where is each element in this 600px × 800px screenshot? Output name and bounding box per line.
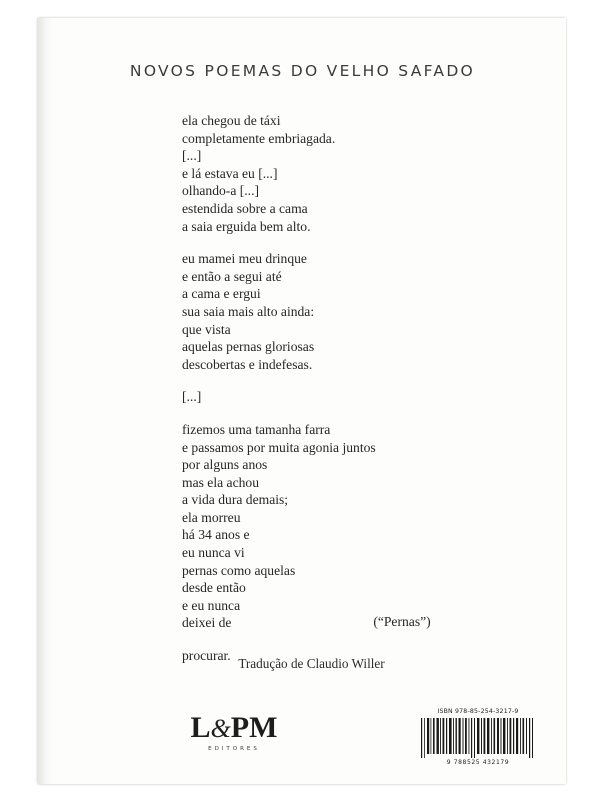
isbn-label: ISBN 978-85-254-3217-9 <box>437 708 519 715</box>
barcode-icon <box>419 718 537 758</box>
poem-stanza <box>182 388 512 406</box>
poem-title: (“Pernas”) <box>373 614 431 629</box>
poem-stanza <box>182 421 512 632</box>
poem-line: descobertas e indefesas. <box>182 356 313 372</box>
poem-line: sua saia mais alto ainda: <box>182 303 315 319</box>
poem-line: ela chegou de táxi <box>182 113 281 128</box>
poem-line: por alguns anos <box>182 457 268 473</box>
poem-line: desde então <box>182 580 246 596</box>
book-title: NOVOS POEMAS DO VELHO SAFADO <box>129 62 476 80</box>
poem-line: aquelas pernas gloriosas <box>182 339 315 355</box>
publisher-logo-mark <box>179 712 289 745</box>
poem-line: deixei de <box>182 615 232 631</box>
poem-stanza <box>182 112 512 235</box>
poem-line: pernas como aquelas <box>182 562 296 578</box>
poem-line: olhando-a [...] <box>182 183 260 199</box>
poem-line: estendida sobre a cama <box>182 200 308 216</box>
book-cover <box>38 18 566 784</box>
publisher-logo <box>179 712 289 752</box>
poem-line: a saia erguida bem alto. <box>182 218 311 234</box>
poem-line: há 34 anos e <box>182 527 250 543</box>
poem-line: e passamos por muita agonia juntos <box>182 439 376 455</box>
translator-credit: Tradução de Claudio Willer <box>238 656 385 671</box>
isbn-block <box>417 708 539 766</box>
poem-line: e então a segui até <box>182 268 282 284</box>
poem-line: eu mamei meu drinque <box>182 251 307 267</box>
poem-line: a cama e ergui <box>182 286 261 302</box>
poem-line: e eu nunca <box>182 597 241 613</box>
publisher-logo-letters-pm: PM <box>230 711 278 744</box>
poem-line: completamente embriagada. <box>182 130 336 146</box>
barcode-digits: 9 788525 432179 <box>446 759 510 766</box>
ampersand-icon: & <box>210 714 231 743</box>
publisher-sublabel: EDITORES <box>208 746 260 752</box>
poem-stanza <box>182 250 512 373</box>
poem-line: a vida dura demais; <box>182 492 289 508</box>
poem-line: ela morreu <box>182 509 241 525</box>
publisher-logo-letter-l: L <box>190 711 211 744</box>
poem-line: [...] <box>182 389 202 405</box>
poem-line: que vista <box>182 321 231 337</box>
poem-line: fizemos uma tamanha farra <box>182 421 331 437</box>
poem-line: mas ela achou <box>182 474 259 490</box>
poem-line: procurar. <box>182 648 231 664</box>
poem-line: [...] <box>182 148 202 164</box>
poem-line: e lá estava eu [...] <box>182 165 278 181</box>
poem-line: eu nunca vi <box>182 545 245 561</box>
poem-body <box>182 112 512 680</box>
